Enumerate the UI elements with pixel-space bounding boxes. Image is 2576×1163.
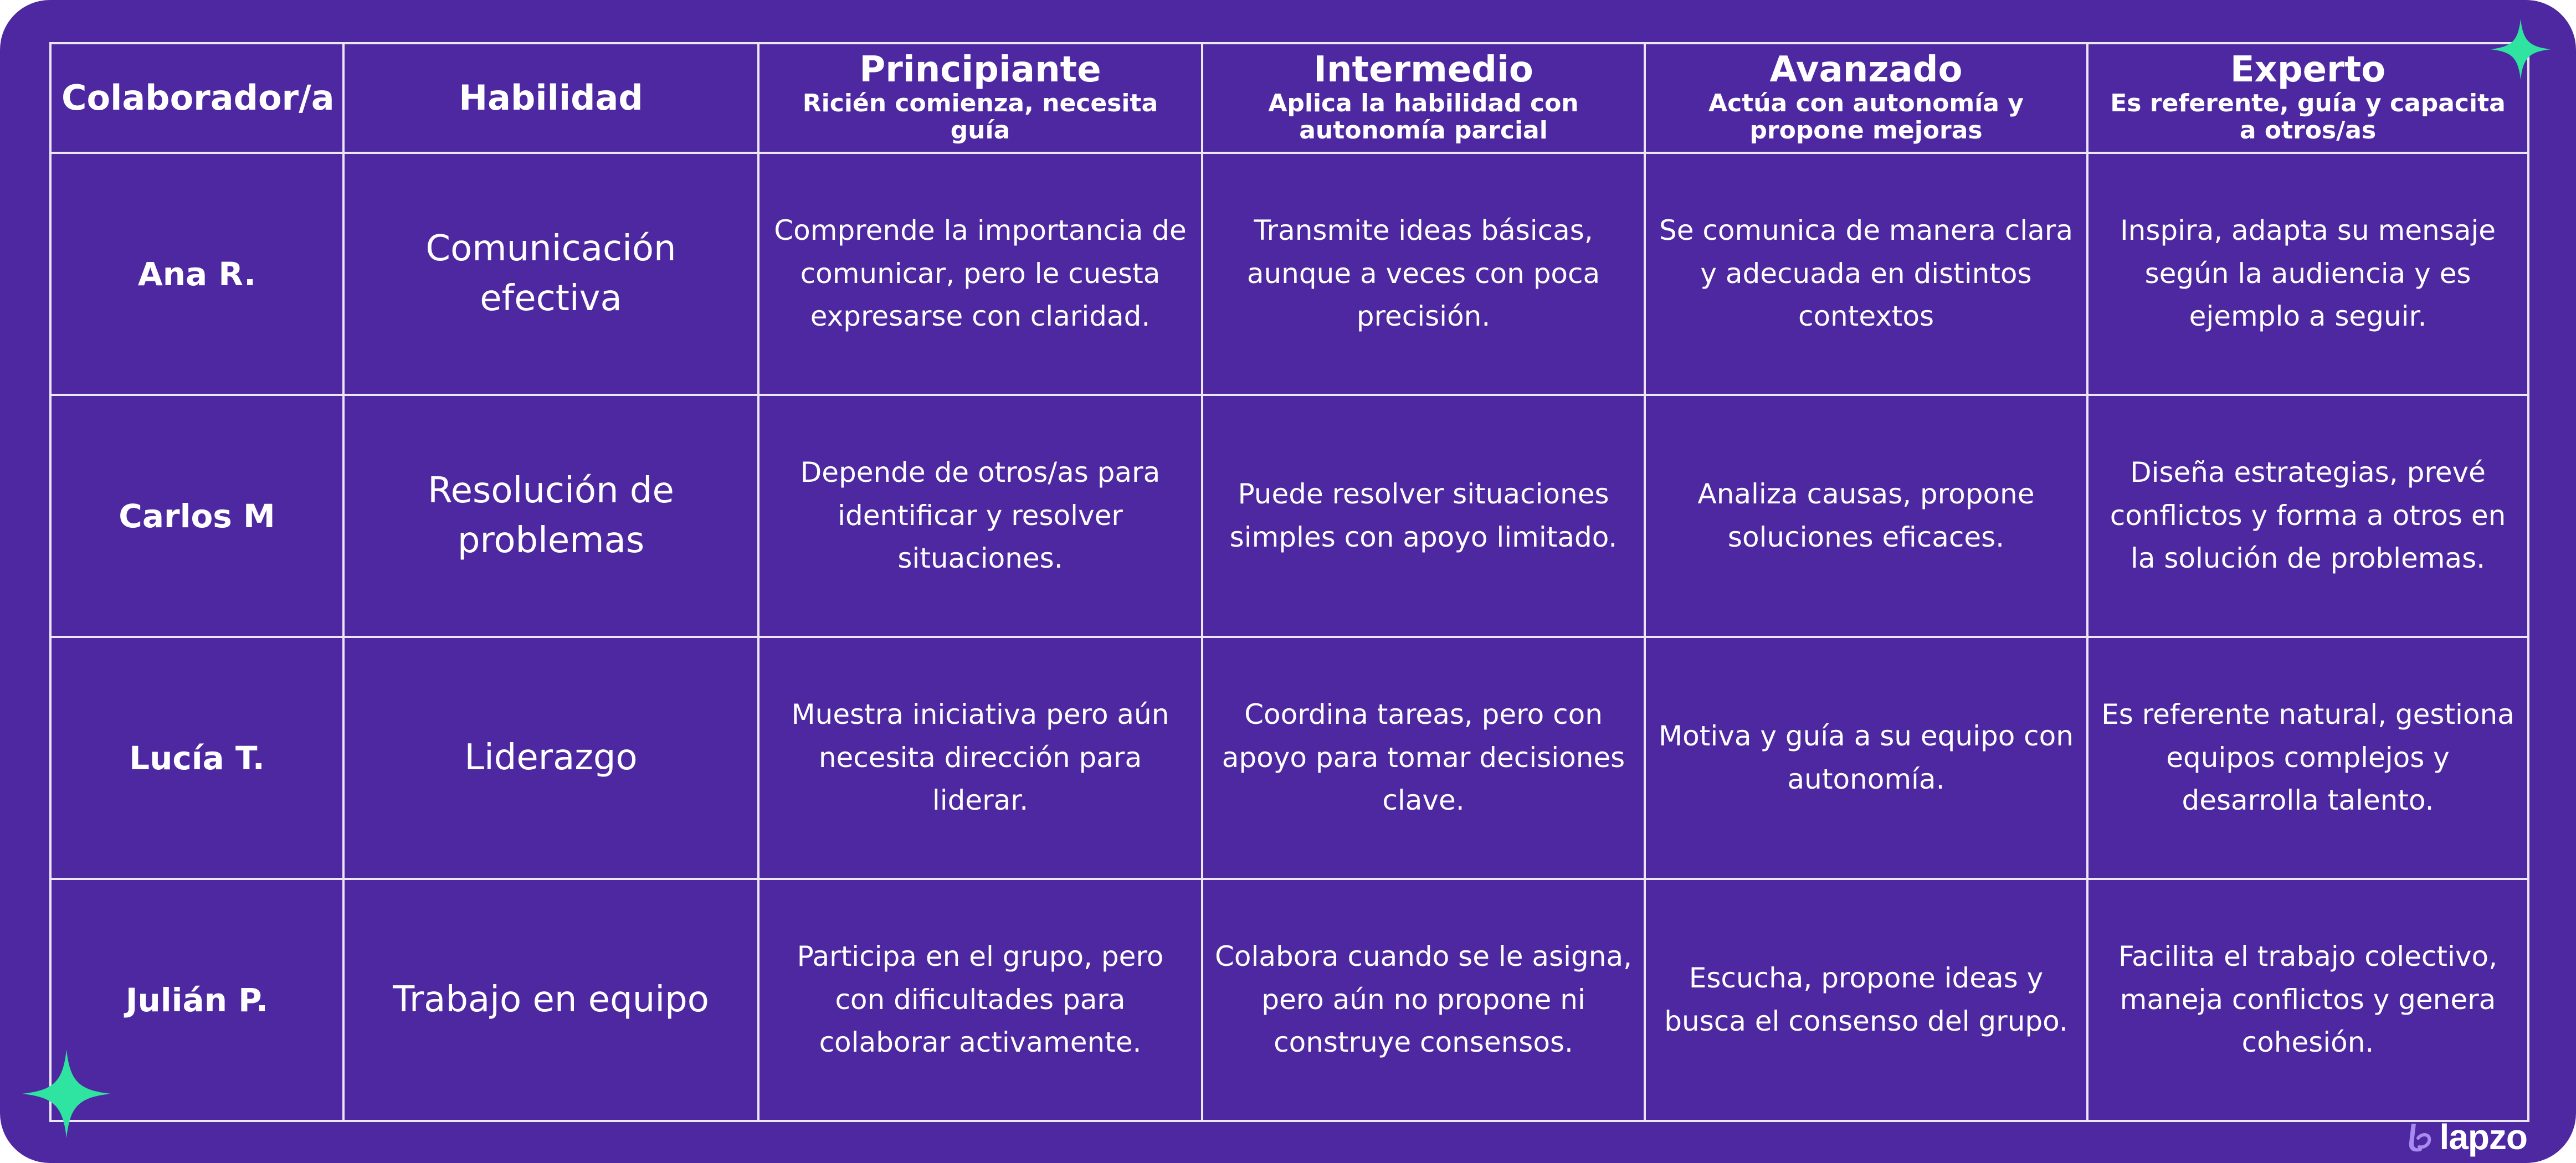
level-description: Se comunica de manera clara y adecuada en distintos contextos [1645,153,2087,395]
table-row [50,395,2528,637]
header-level-principiante [758,43,1202,153]
level-subtitle: Ricién comienza, necesita guía [802,89,1158,145]
level-description: Inspira, adapta su mensaje según la audiencia y es ejemplo a seguir. [2087,153,2528,395]
level-description: Depende de otros/as para identificar y resolver situaciones. [758,395,1202,637]
level-description: Transmite ideas básicas, aunque a veces con poca precisión. [1202,153,1645,395]
skills-matrix-table [49,42,2529,1122]
collaborator-name: Ana R. [50,153,343,395]
level-description: Escucha, propone ideas y busca el consenso del grupo. [1645,879,2087,1121]
level-description: Coordina tareas, pero con apoyo para tomar decisiones clave. [1202,637,1645,879]
level-description: Puede resolver situaciones simples con apoyo limitado. [1202,395,1645,637]
skill-name: Trabajo en equipo [343,879,758,1121]
level-title: Principiante [859,49,1101,90]
header-collaborator [50,43,343,153]
sparkle-icon [22,1049,111,1138]
level-description: Muestra iniciativa pero aún necesita dirección para liderar. [758,637,1202,879]
header-skill [343,43,758,153]
header-level-experto [2087,43,2528,153]
header-collaborator-label: Colaborador/a [61,77,335,118]
header-skill-label: Habilidad [459,77,643,118]
collaborator-name: Carlos M [50,395,343,637]
level-description: Diseña estrategias, prevé conflictos y forma a otros en la solución de problemas. [2087,395,2528,637]
skill-name: Liderazgo [343,637,758,879]
sparkle-icon [2490,19,2551,80]
level-title: Experto [2230,49,2386,90]
level-description: Participa en el grupo, pero con dificultades para colaborar activamente. [758,879,1202,1121]
level-description: Comprende la importancia de comunicar, pero le cuesta expresarse con claridad. [758,153,1202,395]
level-subtitle: Actúa con autonomía y propone mejoras [1708,89,2024,145]
level-description: Motiva y guía a su equipo con autonomía. [1645,637,2087,879]
skill-name: Comunicación efectiva [343,153,758,395]
collaborator-name: Julián P. [50,879,343,1121]
brand-name: lapzo [2439,1117,2527,1157]
level-title: Intermedio [1313,49,1533,90]
level-description: Analiza causas, propone soluciones eficaces. [1645,395,2087,637]
level-description: Colabora cuando se le asigna, pero aún no propone ni construye consensos. [1202,879,1645,1121]
header-level-avanzado [1645,43,2087,153]
collaborator-name: Lucía T. [50,637,343,879]
level-description: Es referente natural, gestiona equipos complejos y desarrolla talento. [2087,637,2528,879]
table-row [50,153,2528,395]
skill-name: Resolución de problemas [343,395,758,637]
level-subtitle: Aplica la habilidad con autonomía parcial [1268,89,1579,145]
level-subtitle: Es referente, guía y capacita a otros/as [2110,89,2506,145]
brand-logo [2406,1116,2527,1157]
header-row [50,43,2528,153]
table-row [50,879,2528,1121]
level-title: Avanzado [1769,49,1963,90]
header-level-intermedio [1202,43,1645,153]
level-description: Facilita el trabajo colectivo, maneja conflictos y genera cohesión. [2087,879,2528,1121]
lapzo-logo-icon [2406,1121,2433,1152]
table-row [50,637,2528,879]
